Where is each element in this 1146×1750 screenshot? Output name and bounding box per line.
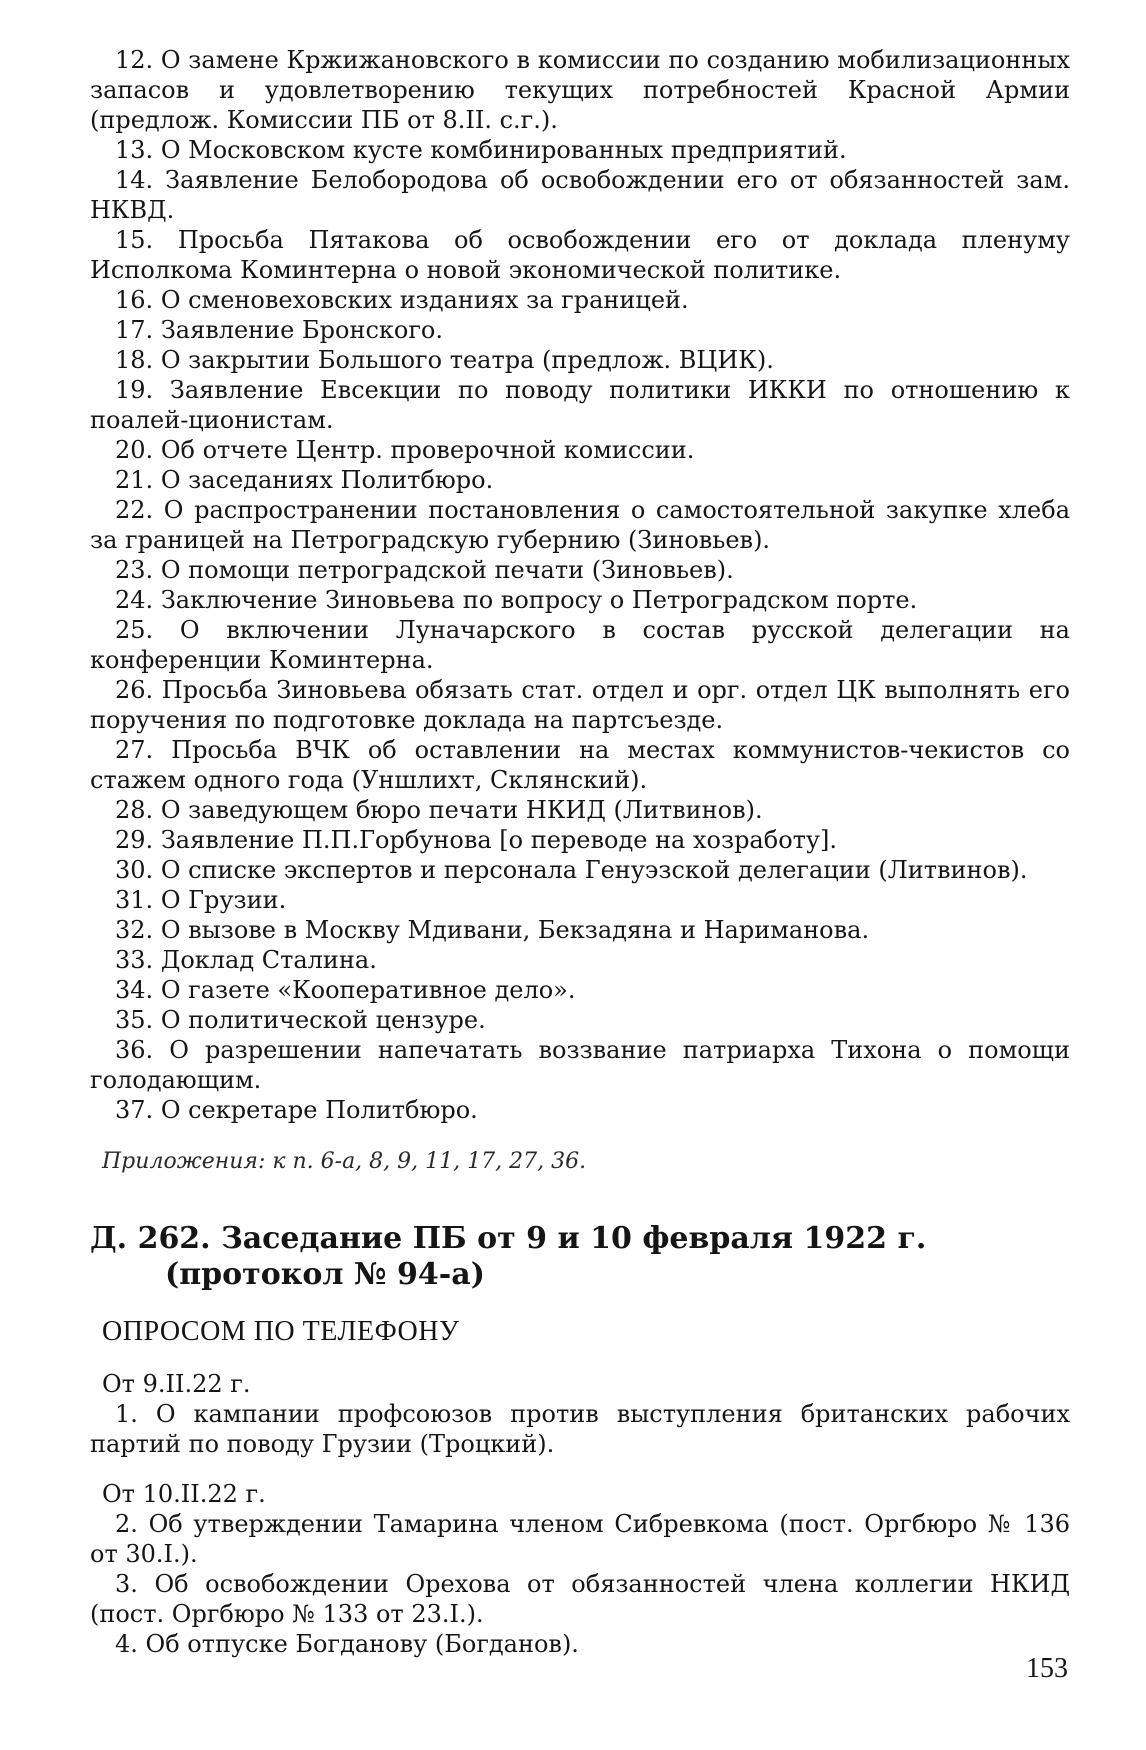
- item-text: О Московском кусте комбинированных предприятий.: [160, 136, 847, 164]
- item-number: 28.: [115, 796, 154, 824]
- list-item: [90, 225, 1070, 285]
- item-text: Об освобождении Орехова от обязанностей члена коллегии НКИД (пост. Оргбюро № 133 от 23.I.).: [90, 1570, 1070, 1628]
- item-number: 19.: [115, 376, 154, 404]
- item-number: 36.: [115, 1036, 154, 1064]
- item-text: О включении Луначарского в состав русской делегации на конференции Коминтерна.: [90, 616, 1070, 674]
- item-text: О замене Кржижановского в комиссии по созданию мобилизационных запасов и удовлетворению текущих потребностей Красной Армии (предлож. Комиссии ПБ от 8.II. с.г.).: [90, 46, 1070, 134]
- item-text: О разрешении напечатать воззвание патриарха Тихона о помощи голодающим.: [90, 1036, 1070, 1094]
- item-text: О сменовеховских изданиях за границей.: [160, 286, 689, 314]
- list-item: [90, 975, 1070, 1005]
- list-item: [90, 1095, 1070, 1125]
- item-text: Об отчете Центр. проверочной комиссии.: [160, 436, 695, 464]
- item-number: 4.: [115, 1630, 138, 1658]
- item-number: 24.: [115, 586, 154, 614]
- item-number: 1.: [115, 1400, 138, 1428]
- date-10-feb: От 10.II.22 г.: [102, 1480, 266, 1508]
- item-text: Заключение Зиновьева по вопросу о Петроградском порте.: [160, 586, 918, 614]
- list-item: [90, 1035, 1070, 1095]
- item-text: О заведующем бюро печати НКИД (Литвинов).: [160, 796, 763, 824]
- list-item: [90, 495, 1070, 555]
- list-item: [90, 855, 1070, 885]
- list-item: [90, 555, 1070, 585]
- item-text: Доклад Сталина.: [160, 946, 377, 974]
- list-item: [90, 165, 1070, 225]
- item-number: 13.: [115, 136, 154, 164]
- item-number: 16.: [115, 286, 154, 314]
- document-page: [90, 45, 1070, 1725]
- item-text: Просьба Пятакова об освобождении его от доклада пленуму Исполкома Коминтерна о новой экономической политике.: [90, 226, 1071, 284]
- item-number: 14.: [115, 166, 154, 194]
- item-text: Об утверждении Тамарина членом Сибревкома (пост. Оргбюро № 136 от 30.I.).: [90, 1510, 1070, 1568]
- item-number: 20.: [115, 436, 154, 464]
- item-text: О списке экспертов и персонала Генуэзской делегации (Литвинов).: [160, 856, 1028, 884]
- item-number: 34.: [115, 976, 154, 1004]
- list-item: [90, 465, 1070, 495]
- item-number: 29.: [115, 826, 154, 854]
- item-text: О кампании профсоюзов против выступления британских рабочих партий по поводу Грузии (Троцкий).: [90, 1400, 1070, 1458]
- item-text: О закрытии Большого театра (предлож. ВЦИК).: [160, 346, 774, 374]
- list-item: [90, 825, 1070, 855]
- list-item: [90, 1569, 1070, 1629]
- item-number: 37.: [115, 1096, 154, 1124]
- date-9-feb: От 9.II.22 г.: [102, 1370, 251, 1398]
- list-item: [90, 375, 1070, 435]
- items-9-feb: [90, 1399, 1070, 1459]
- item-number: 15.: [115, 226, 154, 254]
- list-item: [90, 285, 1070, 315]
- list-item: [90, 135, 1070, 165]
- list-item: [90, 615, 1070, 675]
- list-item: [90, 885, 1070, 915]
- item-text: Заявление Бронского.: [160, 316, 443, 344]
- list-item: [90, 45, 1070, 135]
- agenda-list: [90, 45, 1070, 1125]
- section-title-line2: (протокол № 94-а): [165, 1257, 485, 1292]
- item-text: О Грузии.: [160, 886, 287, 914]
- item-number: 17.: [115, 316, 154, 344]
- list-item: [90, 345, 1070, 375]
- section-heading: [90, 1221, 1070, 1293]
- list-item: [90, 675, 1070, 735]
- item-text: О помощи петроградской печати (Зиновьев).: [160, 556, 734, 584]
- item-number: 21.: [115, 466, 154, 494]
- item-number: 33.: [115, 946, 154, 974]
- item-text: О политической цензуре.: [160, 1006, 486, 1034]
- list-item: [90, 1399, 1070, 1459]
- list-item: [90, 435, 1070, 465]
- list-item: [90, 945, 1070, 975]
- item-text: Заявление П.П.Горбунова [о переводе на хозработу].: [160, 826, 838, 854]
- appendix-note: Приложения: к п. 6-а, 8, 9, 11, 17, 27, 36.: [102, 1149, 587, 1174]
- item-number: 31.: [115, 886, 154, 914]
- item-number: 3.: [115, 1570, 138, 1598]
- page-number: 153: [1026, 1653, 1068, 1684]
- section-title-line1: Заседание ПБ от 9 и 10 февраля 1922 г.: [221, 1221, 927, 1256]
- item-number: 2.: [115, 1510, 138, 1538]
- list-item: [90, 1629, 1070, 1659]
- list-item: [90, 915, 1070, 945]
- item-number: 23.: [115, 556, 154, 584]
- item-text: О заседаниях Политбюро.: [160, 466, 494, 494]
- item-text: О распространении постановления о самостоятельной закупке хлеба за границей на Петроградскую губернию (Зиновьев).: [90, 496, 1070, 554]
- item-text: О вызове в Москву Мдивани, Бекзадяна и Нариманова.: [160, 916, 870, 944]
- list-item: [90, 1509, 1070, 1569]
- list-item: [90, 1005, 1070, 1035]
- section-prefix: Д. 262.: [90, 1221, 211, 1256]
- item-number: 32.: [115, 916, 154, 944]
- item-text: Просьба Зиновьева обязать стат. отдел и орг. отдел ЦК выполнять его поручения по подготовке доклада на партсъезде.: [90, 676, 1070, 734]
- item-number: 12.: [115, 46, 154, 74]
- item-text: Просьба ВЧК об оставлении на местах коммунистов-чекистов со стажем одного года (Уншлихт, Склянский).: [90, 736, 1070, 794]
- section-subheading: ОПРОСОМ ПО ТЕЛЕФОНУ: [102, 1316, 460, 1347]
- item-text: Заявление Белобородова об освобождении его от обязанностей зам. НКВД.: [90, 166, 1070, 224]
- list-item: [90, 585, 1070, 615]
- item-number: 27.: [115, 736, 154, 764]
- item-number: 35.: [115, 1006, 154, 1034]
- item-number: 26.: [115, 676, 154, 704]
- items-10-feb: [90, 1509, 1070, 1659]
- item-number: 18.: [115, 346, 154, 374]
- item-number: 30.: [115, 856, 154, 884]
- item-text: Заявление Евсекции по поводу политики ИККИ по отношению к поалей-ционистам.: [90, 376, 1070, 434]
- list-item: [90, 795, 1070, 825]
- item-number: 25.: [115, 616, 154, 644]
- item-text: О газете «Кооперативное дело».: [160, 976, 576, 1004]
- list-item: [90, 735, 1070, 795]
- item-text: О секретаре Политбюро.: [160, 1096, 478, 1124]
- list-item: [90, 315, 1070, 345]
- item-number: 22.: [115, 496, 154, 524]
- item-text: Об отпуске Богданову (Богданов).: [145, 1630, 579, 1658]
